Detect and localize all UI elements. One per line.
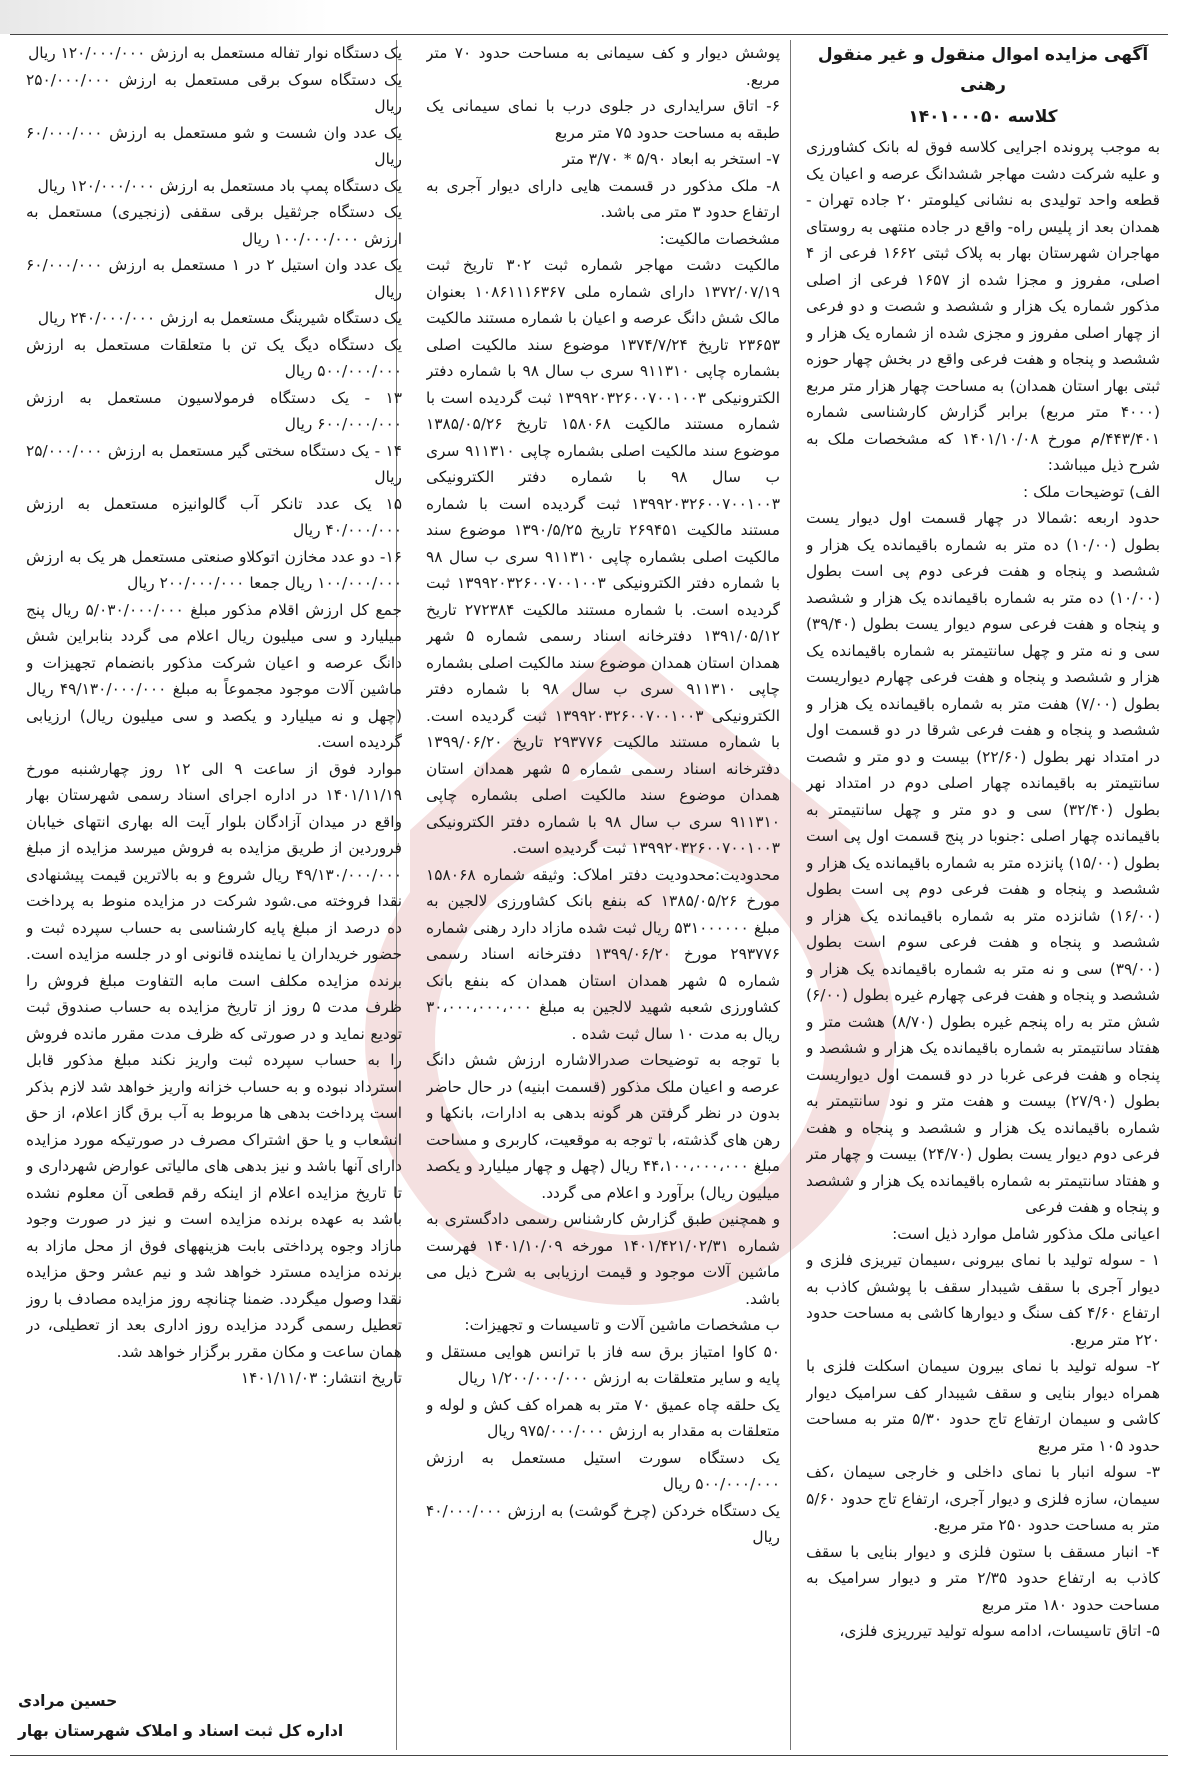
- paragraph: ۴- انبار مسقف با ستون فلزی و دیوار بنایی با سقف کاذب به ارتفاع حدود ۲/۳۵ متر و دیوار سرامیک به مساحت حدود ۱۸۰ متر مربع: [806, 1542, 1160, 1614]
- paragraph: یک دستگاه پمپ باد مستعمل به ارزش ۱۲۰/۰۰۰/۰۰۰ ریال: [37, 176, 402, 195]
- notice-title: آگهی مزایده اموال منقول و غیر منقول رهنی: [817, 45, 1149, 95]
- signatory-name: حسین مرادی: [18, 1692, 118, 1710]
- paragraph: محدودیت:محدودیت دفتر املاک: وثیقه شماره ۱۵۸۰۶۸ مورخ ۱۳۸۵/۰۵/۲۶ که بنفع بانک کشاورزی لالجین به مبلغ ۵۳۱۰۰۰۰۰۰ ریال ثبت شده مازاد دارد رهنی شماره ۲۹۳۷۷۶ مورخ ۱۳۹۹/۰۶/۲۰ دفترخانه اسناد رسمی شماره ۵ شهر همدان استان همدان که بنفع بانک کشاورزی شعبه شهید لالجین به مبلغ ۳۰،۰۰۰،۰۰۰،۰۰۰ ریال به مدت ۱۰ سال ثبت شده .: [426, 865, 780, 1043]
- paragraph: ۵۰ کاوا امتیاز برق سه فاز با ترانس هوایی مستقل و پایه و سایر متعلقات به ارزش ۱/۲۰۰/۰۰۰/۰۰۰ ریال: [426, 1342, 780, 1387]
- left-column: [26, 40, 402, 1750]
- paragraph: جمع کل ارزش اقلام مذکور مبلغ ۵/۰۳۰/۰۰۰/۰۰۰ ریال پنج میلیارد و سی میلیون ریال اعلام می گردد بنابراین شش دانگ عرصه و اعیان شرکت مذکور بانضمام تجهیزات و ماشین آلات موجود مجموعاً به مبلغ ۴۹/۱۳۰/۰۰۰/۰۰۰ ریال (چهل و نه میلیارد و یکصد و سی میلیون ریال) ارزیابی گردیده است.: [26, 600, 402, 751]
- notice-class-number: کلاسه ۱۴۰۱۰۰۰۵۰: [908, 107, 1058, 127]
- signature-block: [18, 1686, 394, 1746]
- paragraph: و همچنین طبق گزارش کارشناس رسمی دادگستری به شماره ۱۴۰۱/۴۲۱/۰۲/۳۱ مورخه ۱۴۰۱/۱۰/۰۹ فهرست ماشین آلات موجود و قیمت ارزیابی به شرح ذیل می باشد.: [426, 1210, 780, 1308]
- column-divider-right: [790, 40, 791, 1750]
- paragraph: یک دستگاه سوک برقی مستعمل به ارزش ۲۵۰/۰۰۰/۰۰۰ ریال: [26, 70, 402, 115]
- paragraph: اعیانی ملک مذکور شامل موارد ذیل است:: [892, 1224, 1160, 1243]
- paragraph: ۱۵ یک عدد تانکر آب گالوانیزه مستعمل به ارزش ۴۰/۰۰۰/۰۰۰ ریال: [26, 494, 402, 539]
- paragraph: ۳- سوله انبار با نمای داخلی و خارجی سیمان ،کف سیمان، سازه فلزی و دیوار آجری، ارتفاع تاج حدود ۵/۶۰ متر به مساحت حدود ۲۵۰ متر مربع.: [806, 1463, 1160, 1534]
- paragraph: مالکیت دشت مهاجر شماره ثبت ۳۰۲ تاریخ ثبت ۱۳۷۲/۰۷/۱۹ دارای شماره ملی ۱۰۸۶۱۱۱۶۳۶۷ بعنوان مالک شش دانگ عرصه و اعیان با شماره مستند مالکیت ۲۳۶۵۳ تاریخ ۱۳۷۴/۷/۲۴ موضوع سند مالکیت اصلی بشماره چاپی ۹۱۱۳۱۰ سری ب سال ۹۸ با شماره دفتر الکترونیکی ۱۳۹۹۲۰۳۲۶۰۰۷۰۰۱۰۰۳ ثبت گردیده است با شماره مستند مالکیت ۱۵۸۰۶۸ تاریخ ۱۳۸۵/۰۵/۲۶ موضوع سند مالکیت اصلی بشماره چاپی ۹۱۱۳۱۰ سری ب سال ۹۸ با شماره دفتر الکترونیکی ۱۳۹۹۲۰۳۲۶۰۰۷۰۰۱۰۰۳ ثبت گردیده است با شماره مستند مالکیت ۲۶۹۴۵۱ تاریخ ۱۳۹۰/۵/۲۵ موضوع سند مالکیت اصلی بشماره چاپی ۹۱۱۳۱۰ سری ب سال ۹۸ با شماره دفتر الکترونیکی ۱۳۹۹۲۰۳۲۶۰۰۷۰۰۱۰۰۳ ثبت گردیده است. با شماره مستند مالکیت ۲۷۲۳۸۴ تاریخ ۱۳۹۱/۰۵/۱۲ دفترخانه اسناد رسمی شماره ۵ شهر همدان استان همدان موضوع سند مالکیت اصلی بشماره چاپی ۹۱۱۳۱۰ سری ب سال ۹۸ با شماره دفتر الکترونیکی ۱۳۹۹۲۰۳۲۶۰۰۷۰۰۱۰۰۳ ثبت گردیده است. با شماره مستند مالکیت ۲۹۳۷۷۶ تاریخ ۱۳۹۹/۰۶/۲۰ دفترخانه اسناد رسمی شماره ۵ شهر همدان استان همدان موضوع سند مالکیت اصلی بشماره چاپی ۹۱۱۳۱۰ سری ب سال ۹۸ با شماره دفتر الکترونیکی ۱۳۹۹۲۰۳۲۶۰۰۷۰۰۱۰۰۳ ثبت گردیده است.: [426, 256, 780, 857]
- paragraph: یک عدد وان استیل ۲ در ۱ مستعمل به ارزش ۶۰/۰۰۰/۰۰۰ ریال: [26, 256, 402, 301]
- paragraph: پوشش دیوار و کف سیمانی به مساحت حدود ۷۰ متر مربع.: [426, 44, 780, 89]
- paragraph: ۸- ملک مذکور در قسمت هایی دارای دیوار آجری به ارتفاع حدود ۳ متر می باشد.: [426, 176, 780, 221]
- middle-column: [426, 40, 780, 1750]
- paragraph: با توجه به توضیحات صدرالاشاره ارزش شش دانگ عرصه و اعیان ملک مذکور (قسمت ابنیه) در حال حاضر بدون در نظر گرفتن هر گونه بدهی به ادارات، بانکها و رهن های گذشته، با توجه به موقعیت، کاربری و مساحت مبلغ ۴۴،۱۰۰،۰۰۰،۰۰۰ ریال (چهل و چهار میلیارد و یکصد میلیون ریال) برآورد و اعلام می گردد.: [426, 1051, 780, 1202]
- paragraph: حدود اربعه :شمالا در چهار قسمت اول دیوار یست بطول (۱۰/۰۰) ده متر به شماره باقیمانده یک هزار و ششصد و پنجاه و هفت فرعی دوم پی است بطول (۱۰/۰۰) ده متر به شماره باقیمانده یک هزار و ششصد و پنجاه و هفت فرعی سوم دیوار یست بطول (۳۹/۴۰) سی و نه متر و چهل سانتیمتر به شماره باقیمانده یک هزار و ششصد و پنجاه و هفت فرعی چهارم دیواریست بطول (۷/۰۰) هفت متر به شماره باقیمانده یک هزار و ششصد و پنجاه و هفت فرعی شرقا در دو قسمت اول در امتداد نهر بطول (۲۲/۶۰) بیست و دو متر و شصت سانتیمتر به باقیمانده چهار اصلی دوم در امتداد نهر بطول (۳۲/۴۰) سی و دو متر و چهل سانتیمتر به باقیمانده چهار اصلی :جنوبا در پنج قسمت اول پی است بطول (۱۵/۰۰) پانزده متر به شماره باقیمانده یک هزار و ششصد و پنجاه و هفت فرعی دوم پی است بطول (۱۶/۰۰) شانزده متر به شماره باقیمانده یک هزار و ششصد و پنجاه و هفت فرعی سوم است بطول (۳۹/۰۰) سی و نه متر به شماره باقیمانده یک هزار و ششصد و پنجاه و هفت فرعی چهارم غیره بطول (۶/۰۰) شش متر به راه پنجم غیره بطول (۸/۷۰) هشت متر و هفتاد سانتیمتر به شماره باقیمانده یک هزار و ششصد و پنجاه و هفت فرعی غربا در دو قسمت اول دیواریست بطول (۲۷/۹۰) بیست و هفت متر و نود سانتیمتر به شماره باقیمانده یک هزار و ششصد و پنجاه و هفت فرعی دوم دیوار یست بطول (۲۴/۷۰) بیست و چهار متر و هفتاد سانتیمتر به شماره باقیمانده یک هزار و ششصد و پنجاه و هفت فرعی: [806, 509, 1160, 1216]
- paragraph: الف) توضیحات ملک :: [1023, 482, 1160, 501]
- signatory-office: اداره کل ثبت اسناد و املاک شهرستان بهار: [18, 1722, 344, 1740]
- paragraph: یک دستگاه جرثقیل برقی سقفی (زنجیری) مستعمل به ارزش ۱۰۰/۰۰۰/۰۰۰ ریال: [26, 203, 402, 248]
- paragraph: ۶- اتاق سرایداری در جلوی درب با نمای سیمانی یک طبقه به مساحت حدود ۷۵ متر مربع: [426, 97, 780, 142]
- paragraph: موارد فوق از ساعت ۹ الی ۱۲ روز چهارشنبه مورخ ۱۴۰۱/۱۱/۱۹ در اداره اجرای اسناد رسمی شهرستان بهار واقع در میدان آزادگان بلوار آیت اله بهاری انتهای خیابان فروردین از طریق مزایده به فروش میرسد مزایده از مبلغ ۴۹/۱۳۰/۰۰۰/۰۰۰ ریال شروع و به بالاترین قیمت پیشنهادی نقدا فروخته می.شود شرکت در مزایده منوط به پرداخت ده درصد از مبلغ پایه کارشناسی به حساب سپرده ثبت و حضور خریداران یا نماینده قانونی او در جلسه مزایده است. برنده مزایده مکلف است مابه التفاوت مبلغ فروش را ظرف مدت ۵ روز از تاریخ مزایده به حساب صندوق ثبت تودیع نماید و در صورتی که ظرف مدت مقرر مانده فروش را به حساب سپرده ثبت واریز نکند مبلغ مذکور قابل استرداد نبوده و به حساب خزانه واریز خواهد شد لازم بذکر است پرداخت بدهی ها مربوط به آب برق گاز اعلام، از حق انشعاب و یا حق اشتراک مصرف در صورتیکه مورد مزایده دارای آنها باشد و نیز بدهی های مالیاتی عوارض شهرداری و تا تاریخ مزایده اعلام از اینکه رقم قطعی آن معلوم نشده باشد به عهده برنده مزایده است و نیز در صورت وجود مازاد وجوه پرداختی بابت هزینههای فوق از محل مازاد به برنده مزایده مسترد خواهد شد و نیم عشر وحق مزایده نقدا وصول میگردد. ضمنا چنانچه روز مزایده مصادف با روز تعطیل رسمی گردد مزایده روز اداری بعد از تعطیلی، در همان ساعت و مکان مقرر برگزار خواهد شد.: [26, 759, 402, 1361]
- paragraph: یک دستگاه خردکن (چرخ گوشت) به ارزش ۴۰/۰۰۰/۰۰۰ ریال: [426, 1501, 780, 1546]
- paragraph: یک حلقه چاه عمیق ۷۰ متر به همراه کف کش و لوله و متعلقات به مقدار به ارزش ۹۷۵/۰۰۰/۰۰۰ ریال: [426, 1395, 780, 1440]
- paragraph: یک دستگاه شیرینگ مستعمل به ارزش ۲۴۰/۰۰۰/۰۰۰ ریال: [37, 309, 402, 327]
- paragraph: یک عدد وان شست و شو مستعمل به ارزش ۶۰/۰۰۰/۰۰۰ ریال: [26, 123, 402, 168]
- paragraph: مشخصات مالکیت:: [659, 229, 780, 248]
- paragraph: ۱۳ - یک دستگاه فرمولاسیون مستعمل به ارزش ۶۰۰/۰۰۰/۰۰۰ ریال: [26, 388, 402, 433]
- paragraph: یک دستگاه دیگ یک تن با متعلقات مستعمل به ارزش ۵۰۰/۰۰۰/۰۰۰ ریال: [26, 335, 402, 380]
- paragraph: ۲- سوله تولید با نمای بیرون سیمان اسکلت فلزی با همراه دیوار بنایی و سقف شیبدار کف سرامیک دیوار کاشی و سیمان ارتفاع تاج حدود ۵/۳۰ متر به مساحت حدود ۱۰۵ متر مربع: [806, 1357, 1160, 1455]
- publication-date: تاریخ انتشار: ۱۴۰۱/۱۱/۰۳: [240, 1369, 402, 1387]
- paragraph: یک دستگاه سورت استیل مستعمل به ارزش ۵۰۰/۰۰۰/۰۰۰ ریال: [426, 1448, 780, 1493]
- paragraph: ب مشخصات ماشین آلات و تاسیسات و تجهیزات:: [464, 1316, 780, 1334]
- paragraph: یک دستگاه نوار تفاله مستعمل به ارزش ۱۲۰/۰۰۰/۰۰۰ ریال: [28, 44, 402, 62]
- header-fade: [0, 0, 330, 34]
- paragraph: ۵- اتاق تاسیسات، ادامه سوله تولید تیرریزی فلزی،: [839, 1622, 1160, 1640]
- paragraph: به موجب پرونده اجرایی کلاسه فوق له بانک کشاورزی و علیه شرکت دشت مهاجر ششدانگ عرصه و اعیان یک قطعه واحد تولیدی به نشانی کیلومتر ۲۰ جاده تهران - همدان بعد از پلیس راه- واقع در جاده منتهی به روستای مهاجران شهرستان بهار به پلاک ثبتی ۱۶۶۲ فرعی از ۴ اصلی، مفروز و مجزا شده از ۱۶۵۷ فرعی از اصلی مذکور شماره یک هزار و ششصد و شصت و دو فرعی از چهار اصلی مفروز و مجزی شده از شماره یک هزار و ششصد و پنجاه و هفت فرعی واقع در بخش چهار حوزه ثبتی بهار استان همدان) به مساحت چهار هزار متر مربع (۴۰۰۰ متر مربع) برابر گزارش کارشناسی شماره ۴۴۳/۴۰۱/م مورخ ۱۴۰۱/۱۰/۰۸ که مشخصات ملک به شرح ذیل میباشد:: [806, 138, 1160, 474]
- right-column: [806, 40, 1160, 1750]
- paragraph: ۷- استخر به ابعاد ۵/۹۰ * ۳/۷۰ متر: [562, 150, 780, 168]
- paragraph: ۱۴ - یک دستگاه سختی گیر مستعمل به ارزش ۲۵/۰۰۰/۰۰۰ ریال: [26, 441, 402, 486]
- paragraph: ۱ - سوله تولید با نمای بیرونی ،سیمان تیریزی فلزی و دیوار آجری با سقف شیبدار سقف با پوشش کاذب به ارتفاع ۴/۶۰ کف سنگ و دیوارها کاشی به مساحت حدود ۲۲۰ متر مربع.: [806, 1251, 1160, 1349]
- paragraph: ۱۶- دو عدد مخازن اتوکلاو صنعتی مستعمل هر یک به ارزش ۱۰۰/۰۰۰/۰۰۰ ریال جمعا ۲۰۰/۰۰۰/۰۰۰ ریال: [26, 547, 402, 592]
